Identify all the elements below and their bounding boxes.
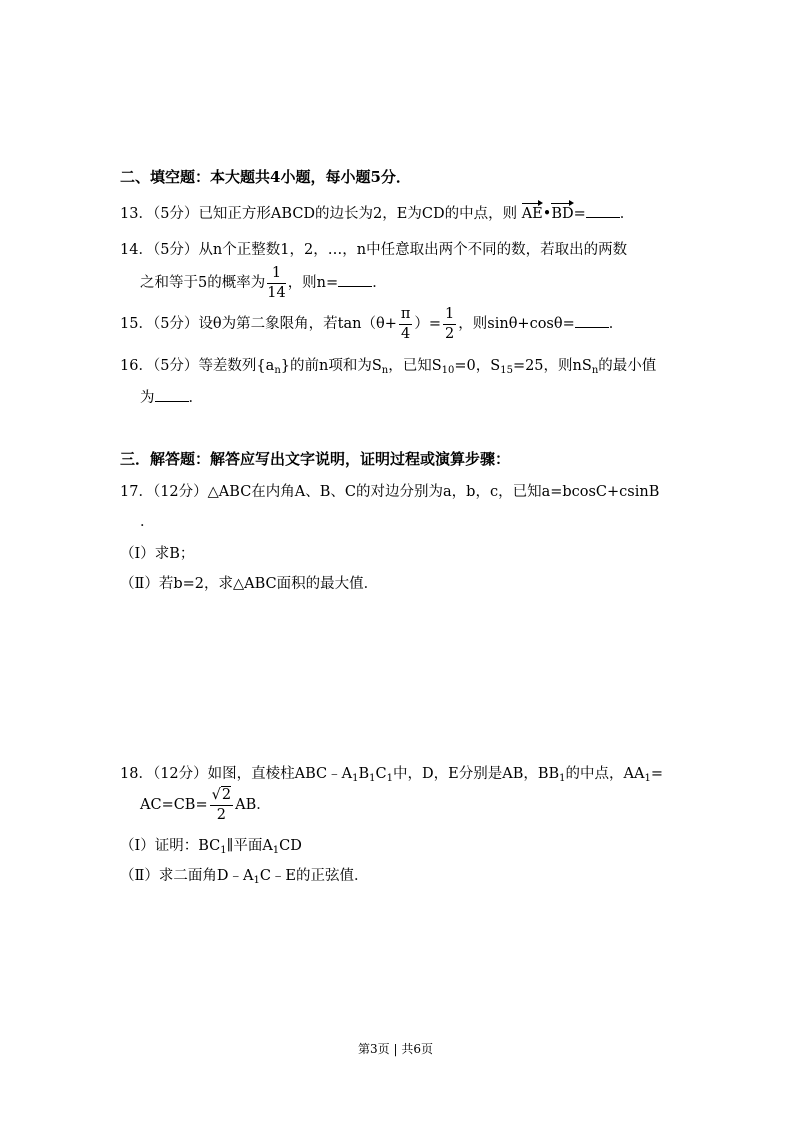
fraction-denominator: 14	[267, 284, 286, 301]
question-13	[120, 202, 634, 223]
q18-text: B	[358, 766, 370, 782]
q15-pre: 设θ为第二象限角，若tan（θ+	[198, 316, 397, 332]
q16-end: ．	[188, 390, 203, 406]
q18-score: （12分）	[152, 766, 208, 782]
subscript: 1	[559, 773, 566, 784]
sqrt-radicand: 2	[221, 787, 232, 803]
q14-line2-post: ，则n=	[287, 275, 339, 291]
q16-text: }的前n项和为S	[280, 358, 382, 374]
q17-dot-line: ．	[140, 514, 155, 530]
question-15	[120, 307, 623, 341]
fraction-1-2	[443, 307, 456, 341]
q18-part1	[120, 834, 302, 855]
fraction-numerator: 1	[443, 307, 456, 325]
q16-line2: 为	[140, 390, 155, 406]
q18-text: =	[650, 766, 664, 782]
q18-part1-text: ∥平面A	[226, 838, 273, 854]
q16-number: 16．	[120, 358, 153, 374]
vector-bd: BD	[551, 206, 574, 222]
q18-line2-pre: AC=CB=	[140, 797, 208, 813]
subscript: 10	[441, 365, 455, 376]
vector-ae: AE	[521, 206, 543, 222]
q14-line2-pre: 之和等于5的概率为	[140, 275, 266, 291]
q17-text: △ABC在内角A、B、C的对边分别为a，b，c，已知a=bcosC+csinB	[207, 484, 660, 500]
q18-text: 如图，直棱柱ABC﹣A	[207, 766, 353, 782]
fraction-numerator: π	[399, 307, 413, 325]
q14-score: （5分）	[152, 242, 199, 258]
question-16	[120, 354, 656, 375]
dot-operator: •	[542, 206, 552, 222]
q18-part1-text: CD	[279, 838, 302, 854]
q15-mid: ）=	[414, 316, 442, 332]
q14-number: 14．	[120, 242, 153, 258]
subscript: 1	[220, 845, 227, 856]
q18-part2-text: （Ⅱ）求二面角D﹣A	[120, 868, 254, 884]
answer-blank	[338, 274, 372, 287]
question-18	[120, 762, 663, 783]
subscript: 1	[386, 773, 394, 784]
q16-text: 的最小值	[598, 358, 657, 374]
question-16-line2	[140, 386, 203, 407]
q13-number: 13．	[120, 206, 153, 222]
q13-score: （5分）	[152, 206, 199, 222]
answer-blank	[155, 389, 189, 402]
fraction-sqrt2-over-2	[210, 788, 233, 822]
q18-part2-text: C﹣E的正弦值．	[259, 868, 369, 884]
answer-blank	[586, 205, 620, 218]
question-14	[120, 238, 627, 259]
q18-text: C	[375, 766, 387, 782]
fraction-numerator: 1	[267, 266, 285, 284]
subscript: n	[591, 365, 599, 376]
section3-title: 三．解答题：解答应写出文字说明，证明过程或演算步骤：	[120, 450, 511, 468]
q13-end: ．	[619, 206, 635, 222]
q18-line2-post: AB．	[235, 797, 271, 813]
q17-number: 17．	[120, 484, 153, 500]
q18-number: 18．	[120, 766, 153, 782]
q18-part1-text: （Ⅰ）证明：BC	[120, 838, 221, 854]
subscript: 1	[369, 773, 376, 784]
q15-number: 15．	[120, 316, 153, 332]
subscript: 15	[500, 365, 513, 376]
q16-text: =25，则nS	[512, 358, 592, 374]
fraction-denominator: 4	[401, 325, 411, 342]
q15-post: ，则sinθ+cosθ=	[458, 316, 575, 332]
section2-title: 二、填空题：本大题共4小题，每小题5分．	[120, 168, 411, 186]
q18-text: 中，D，E分别是AB，BB	[393, 766, 560, 782]
q15-end: ．	[608, 316, 624, 332]
q18-text: 的中点，AA	[565, 766, 645, 782]
q13-text: 已知正方形ABCD的边长为2，E为CD的中点，则	[198, 206, 518, 222]
q14-end: ．	[372, 275, 387, 291]
question-17	[120, 480, 659, 501]
q17-score: （12分）	[152, 484, 208, 500]
answer-blank	[575, 315, 609, 328]
q16-text: =0，S	[454, 358, 501, 374]
subscript: 1	[644, 773, 651, 784]
q16-score: （5分）	[152, 358, 199, 374]
fraction-numerator: √2	[210, 788, 233, 806]
q17-part1: （Ⅰ）求B；	[120, 546, 195, 562]
q16-text: ，已知S	[388, 358, 442, 374]
q17-part2: （Ⅱ）若b=2，求△ABC面积的最大值．	[120, 576, 379, 592]
fraction-pi-4	[399, 307, 413, 341]
subscript: n	[274, 365, 281, 376]
fraction-1-14	[267, 266, 285, 300]
subscript: n	[381, 365, 389, 376]
page-footer: 第3页 | 共6页	[358, 1042, 433, 1056]
subscript: 1	[272, 845, 280, 856]
question-14-line2	[140, 266, 387, 300]
q14-line1: 从n个正整数1，2，…，n中任意取出两个不同的数，若取出的两数	[198, 242, 628, 258]
q13-equals: =	[573, 206, 586, 222]
q18-part2	[120, 864, 369, 885]
fraction-denominator: 2	[216, 806, 226, 823]
subscript: 1	[352, 773, 359, 784]
q16-text: 等差数列{a	[198, 358, 275, 374]
subscript: 1	[253, 875, 260, 886]
question-18-line2	[140, 788, 271, 822]
fraction-denominator: 2	[445, 325, 455, 342]
q15-score: （5分）	[152, 316, 199, 332]
